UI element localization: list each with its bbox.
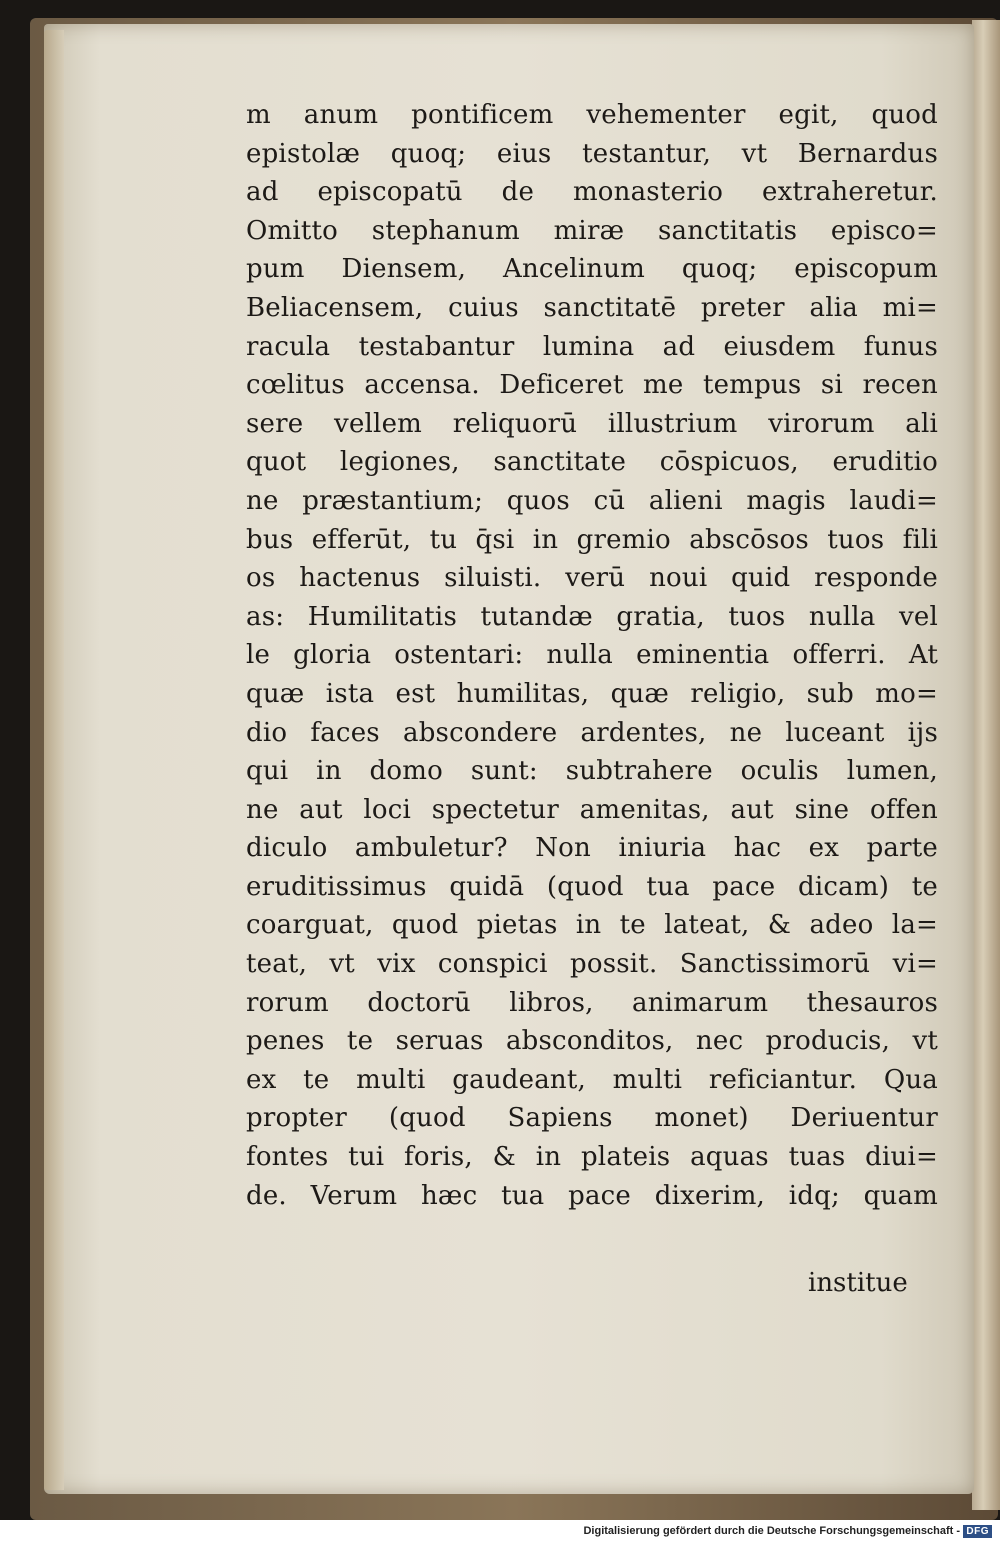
text-line: as: Humilitatis tutandæ gratia, tuos nulla vel: [246, 601, 938, 632]
text-line: ad episcopatū de monasterio extraheretur.: [246, 177, 938, 208]
text-line: bus efferūt, tu q̄si in gremio abscōsos tuos fili: [246, 524, 938, 555]
text-line: m anum pontificem vehementer egit, quod: [246, 100, 938, 130]
text-line: le gloria ostentari: nulla eminentia offerri. At: [246, 640, 938, 671]
text-line: penes te seruas absconditos, nec producis, vt: [246, 1026, 938, 1057]
text-line: eruditissimus quidā (quod tua pace dicam) te: [246, 871, 938, 902]
text-line: fontes tui foris, & in plateis aquas tuas diui=: [246, 1142, 938, 1173]
text-line: pum Diensem, Ancelinum quoq; episcopum: [246, 254, 938, 285]
text-line: ne aut loci spectetur amenitas, aut sine offen: [246, 794, 938, 825]
text-line: teat, vt vix conspici possit. Sanctissimorū vi=: [246, 949, 938, 980]
text-line: racula testabantur lumina ad eiusdem funus: [246, 331, 938, 362]
text-line: epistolæ quoq; eius testantur, vt Bernardus: [246, 138, 938, 169]
page-text-block: [246, 96, 946, 1215]
dfg-logo-icon: DFG: [963, 1525, 992, 1538]
text-line: os hactenus siluisti. verū noui quid responde: [246, 563, 938, 594]
text-line: de. Verum hæc tua pace dixerim, idq; quam: [246, 1180, 938, 1211]
book-spine: [972, 20, 1000, 1510]
text-line: ex te multi gaudeant, multi reficiantur. Qua: [246, 1064, 938, 1095]
text-line: ne præstantium; quos cū alieni magis laudi=: [246, 485, 938, 516]
text-line: dio faces abscondere ardentes, ne luceant ijs: [246, 717, 938, 748]
text-line: quot legiones, sanctitate cōspicuos, eruditio: [246, 447, 938, 478]
text-line: coarguat, quod pietas in te lateat, & adeo la=: [246, 910, 938, 941]
text-line: diculo ambuletur? Non iniuria hac ex parte: [246, 833, 938, 864]
text-line: propter (quod Sapiens monet) Deriuentur: [246, 1103, 938, 1134]
text-line: Omitto stephanum miræ sanctitatis episco=: [246, 215, 938, 246]
catchword: institue: [808, 1268, 908, 1298]
funding-credit: Digitalisierung gefördert durch die Deutsche Forschungsgemeinschaft -: [583, 1525, 960, 1537]
text-line: quæ ista est humilitas, quæ religio, sub mo=: [246, 678, 938, 709]
text-line: sere vellem reliquorū illustrium virorum ali: [246, 408, 938, 439]
page-edge: [44, 30, 64, 1490]
text-line: cœlitus accensa. Deficeret me tempus si recen: [246, 370, 938, 401]
text-line: qui in domo sunt: subtrahere oculis lumen,: [246, 756, 938, 787]
text-line: Beliacensem, cuius sanctitatē preter alia mi=: [246, 292, 938, 323]
footer-bar: [0, 1520, 1000, 1544]
text-line: rorum doctorū libros, animarum thesauros: [246, 987, 938, 1018]
